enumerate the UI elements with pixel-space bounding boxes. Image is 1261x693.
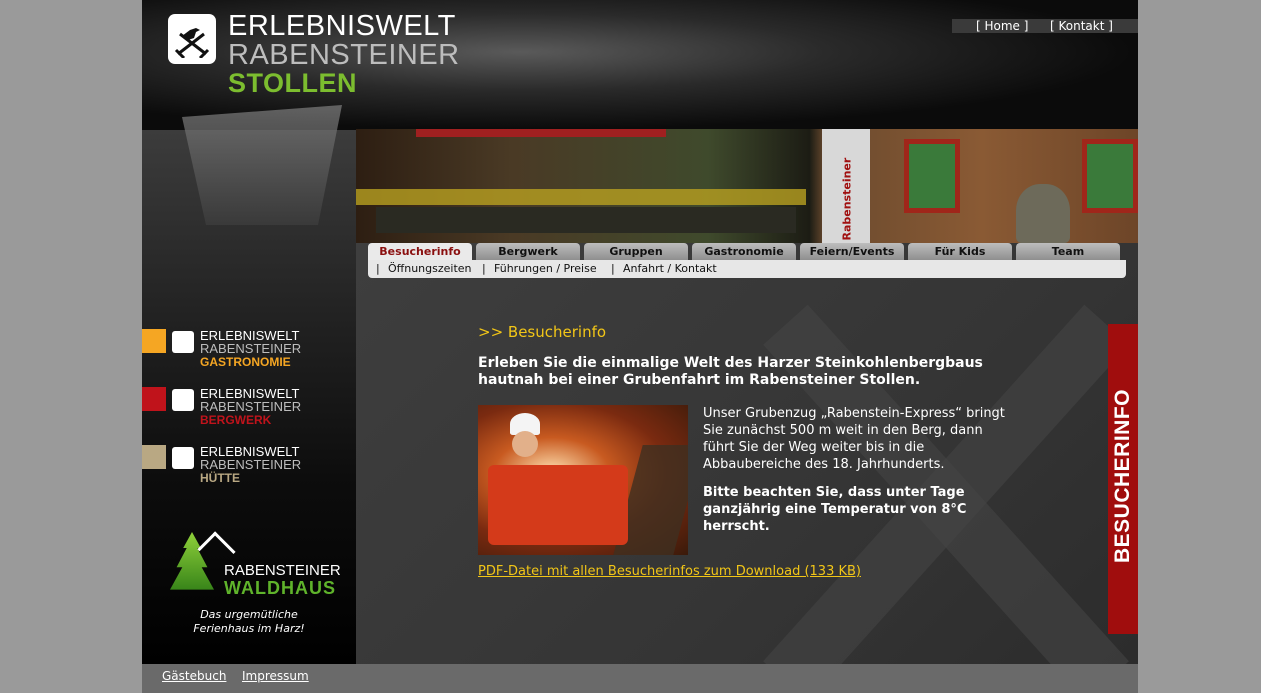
side-banner-text: BESUCHERINFO	[1111, 389, 1134, 564]
separator: |	[376, 262, 380, 275]
body-paragraph-1: Unser Grubenzug „Rabenstein-Express“ bringt Sie zunächst 500 m weit in den Berg, dann führt Sie der Weg weiter bis in die Abbaubereiche des 18. Jahrhunderts.	[703, 406, 1005, 472]
sublogo-line-3: BERGWERK	[200, 413, 272, 427]
left-column	[142, 130, 356, 664]
sublogo-line-3: HÜTTE	[200, 471, 240, 485]
logo-line-1: ERLEBNISWELT	[228, 10, 456, 42]
logo-line-2: RABENSTEINER	[228, 39, 460, 71]
main-content	[356, 243, 1138, 664]
sublogo-line-2: RABENSTEINER	[200, 399, 302, 414]
house-icon	[172, 447, 194, 469]
sublogo-line-1: ERLEBNISWELT	[200, 328, 300, 343]
banner-window	[904, 139, 960, 213]
sublogo-bergwerk[interactable]	[142, 387, 356, 432]
kontakt-link[interactable]: [ Kontakt ]	[1050, 19, 1113, 33]
page	[142, 0, 1138, 693]
photo-train	[488, 465, 628, 545]
banner-sign-text: Rabensteiner	[840, 157, 854, 241]
waldhaus-logo[interactable]	[166, 530, 341, 640]
tab-fuer-kids[interactable]: Für Kids	[908, 243, 1012, 260]
tab-gruppen[interactable]: Gruppen	[584, 243, 688, 260]
sub-navigation	[368, 260, 1126, 278]
logo-raven-icon[interactable]	[168, 14, 216, 64]
banner-window	[1082, 139, 1138, 213]
waldhaus-tagline	[166, 608, 332, 636]
sublogo-huette[interactable]	[142, 445, 356, 490]
mine-cart-image	[182, 105, 342, 225]
header-photo	[356, 129, 1138, 243]
waldhaus-line-1: RABENSTEINER	[224, 562, 341, 579]
banner-rail	[356, 189, 806, 205]
footer	[142, 664, 1138, 693]
sublogo-line-1: ERLEBNISWELT	[200, 386, 300, 401]
mine-train-photo	[478, 405, 688, 555]
impressum-link[interactable]: Impressum	[242, 669, 309, 683]
separator: |	[482, 262, 486, 275]
tagline-line-2: Ferienhaus im Harz!	[193, 622, 305, 635]
waldhaus-line-2: WALDHAUS	[224, 578, 336, 598]
home-link[interactable]: [ Home ]	[976, 19, 1029, 33]
guestbook-link[interactable]: Gästebuch	[162, 669, 227, 683]
color-square	[142, 329, 166, 353]
subnav-fuehrungen-preise[interactable]: Führungen / Preise	[494, 262, 597, 275]
raven-icon	[172, 389, 194, 411]
pdf-download-link[interactable]: PDF-Datei mit allen Besucherinfos zum Download (133 KB)	[478, 564, 861, 579]
page-title: >> Besucherinfo	[478, 323, 607, 341]
banner-beam	[416, 129, 666, 137]
besucherinfo-side-banner	[1108, 324, 1138, 634]
raven-icon	[172, 331, 194, 353]
body-paragraph-2: Bitte beachten Sie, dass unter Tage ganzjährig eine Temperatur von 8°C herrscht.	[703, 485, 967, 534]
tab-bergwerk[interactable]: Bergwerk	[476, 243, 580, 260]
lead-text: Erleben Sie die einmalige Welt des Harzer Steinkohlenbergbaus hautnah bei einer Grubenfahrt im Rabensteiner Stollen.	[478, 355, 983, 388]
sublogo-line-3: GASTRONOMIE	[200, 355, 291, 369]
tab-bar	[368, 243, 1128, 279]
top-navigation	[952, 19, 1138, 33]
tagline-line-1: Das urgemütliche	[200, 608, 298, 621]
sublogo-line-2: RABENSTEINER	[200, 457, 302, 472]
banner-rock	[1016, 184, 1070, 243]
tab-feiern-events[interactable]: Feiern/Events	[800, 243, 904, 260]
banner-sign	[822, 129, 870, 243]
tab-gastronomie[interactable]: Gastronomie	[692, 243, 796, 260]
color-square	[142, 445, 166, 469]
sublogo-gastronomie[interactable]	[142, 329, 356, 374]
separator: |	[611, 262, 615, 275]
logo-line-3: STOLLEN	[228, 68, 358, 98]
photo-person	[512, 431, 538, 457]
subnav-anfahrt-kontakt[interactable]: Anfahrt / Kontakt	[623, 262, 717, 275]
color-square	[142, 387, 166, 411]
tab-besucherinfo[interactable]: Besucherinfo	[368, 243, 472, 260]
tab-team[interactable]: Team	[1016, 243, 1120, 260]
sublogo-line-1: ERLEBNISWELT	[200, 444, 300, 459]
subnav-oeffnungszeiten[interactable]: Öffnungszeiten	[388, 262, 472, 275]
sublogo-line-2: RABENSTEINER	[200, 341, 302, 356]
banner-track	[376, 207, 796, 233]
